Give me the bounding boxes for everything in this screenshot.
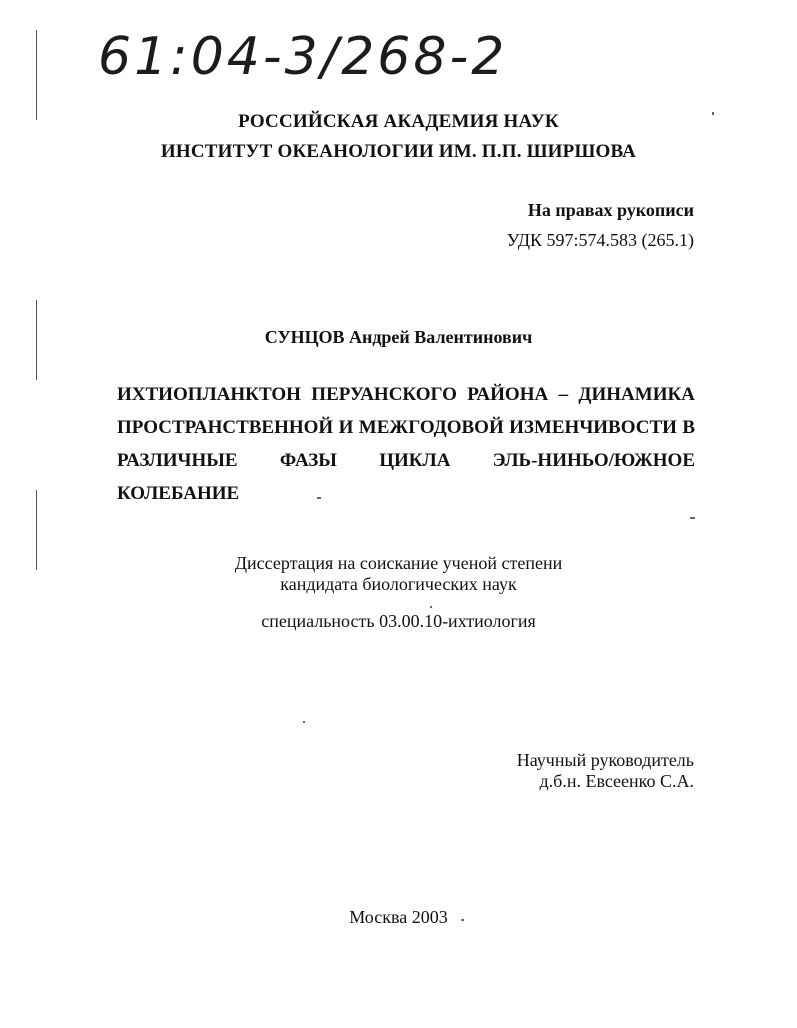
academy-name: РОССИЙСКАЯ АКАДЕМИЯ НАУК xyxy=(238,111,559,132)
scan-speck xyxy=(317,497,321,499)
author-name: СУНЦОВ Андрей Валентинович xyxy=(264,327,533,347)
scan-speck xyxy=(690,517,695,519)
supervisor-label: Научный руководитель xyxy=(516,750,694,770)
scan-speck xyxy=(712,112,714,115)
degree-line-2: кандидата биологических наук xyxy=(280,574,517,594)
handwritten-archive-code xyxy=(96,18,526,90)
scan-edge-line xyxy=(36,30,37,120)
title-line: ПРОСТРАНСТВЕННОЙ И МЕЖГОДОВОЙ ИЗМЕНЧИВОСТИ В xyxy=(117,417,695,438)
scan-speck xyxy=(461,919,464,921)
rights-notice: На правах рукописи xyxy=(527,200,694,220)
udk-code: УДК 597:574.583 (265.1) xyxy=(506,230,694,250)
scan-speck xyxy=(303,721,305,723)
scan-speck xyxy=(430,606,432,608)
supervisor-name: д.б.н. Евсеенко С.А. xyxy=(539,771,694,791)
specialty: специальность 03.00.10-ихтиология xyxy=(261,611,536,631)
title-line: ИХТИОПЛАНКТОН ПЕРУАНСКОГО РАЙОНА – ДИНАМИКА xyxy=(117,384,695,405)
title-line: РАЗЛИЧНЫЕ ФАЗЫ ЦИКЛА ЭЛЬ-НИНЬО/ЮЖНОЕ КОЛЕБАНИЕ xyxy=(117,450,695,504)
institute-name: ИНСТИТУТ ОКЕАНОЛОГИИ ИМ. П.П. ШИРШОВА xyxy=(160,141,637,162)
degree-line-1: Диссертация на соискание ученой степени xyxy=(234,553,563,573)
dissertation-title xyxy=(117,378,695,510)
city-year: Москва 2003 xyxy=(349,907,448,927)
handwritten-code-text: 61:04-3/268-2 xyxy=(98,27,508,87)
